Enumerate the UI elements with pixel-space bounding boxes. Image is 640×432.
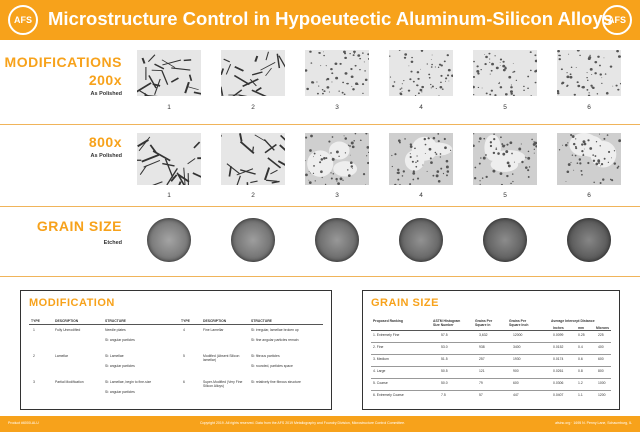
divider [0, 124, 640, 125]
description-cell: Lamellar [55, 354, 69, 358]
micrograph-200x-4 [389, 50, 453, 96]
sample-number: 6 [587, 192, 591, 199]
structure-cell: Si: irregular, lamellae broken up [251, 328, 299, 332]
micrograph-200x-5 [473, 50, 537, 96]
microns-cell: 1200 [598, 393, 606, 397]
grain-disc-1 [147, 218, 191, 262]
grain-size-heading: GRAIN SIZE [36, 218, 122, 234]
microns-cell: 600 [598, 357, 604, 361]
divider [0, 206, 640, 207]
astm-cell: 57.5 [441, 333, 448, 337]
ranking-cell: 2. Fine [373, 345, 384, 349]
grains-in-cell: 900 [513, 369, 519, 373]
sample-number: 5 [503, 104, 507, 111]
col-description: DESCRIPTION [203, 319, 227, 323]
structure-cell: Needle plates [105, 328, 126, 332]
sample-number: 2 [251, 104, 255, 111]
col-grains-sq-in: Grains Per Square Inch [509, 319, 529, 328]
table-row [179, 380, 323, 402]
micrograph-800x-2 [221, 133, 285, 185]
table-row [29, 354, 174, 376]
ranking-cell: 4. Large [373, 369, 386, 373]
mag-800-label: 800x [88, 134, 122, 150]
inches-cell: 0.0152 [553, 345, 564, 349]
table-row [29, 380, 174, 402]
type-cell: 3 [33, 380, 35, 384]
grains-cell: 121 [479, 369, 485, 373]
grain-size-table [371, 319, 611, 403]
description-cell: Modified (Absent Silicon lamellar) [203, 354, 240, 363]
table-row [179, 354, 323, 376]
table-row [371, 357, 611, 367]
grain-table-header [371, 319, 611, 331]
col-astm: ASTM Histogram Size Number [433, 319, 461, 328]
mag-200-label: 200x [88, 72, 122, 88]
astm-cell: 53.0 [441, 345, 448, 349]
microns-cell: 225 [598, 333, 604, 337]
col-structure: STRUCTURE [251, 319, 272, 323]
type-cell: 4 [183, 328, 185, 332]
sample-number: 4 [419, 192, 423, 199]
etched-note: Etched [103, 240, 122, 246]
footer-copyright: Copyright 2019. All rights reserved. Data from the AFS 2019 Metallography and Foundry Division, Microstructure Control Committee. [200, 421, 406, 425]
grain-disc-6 [567, 218, 611, 262]
mm-cell: 0.8 [578, 369, 583, 373]
microns-cell: 800 [598, 369, 604, 373]
grains-cell: 57 [479, 393, 483, 397]
sample-number: 4 [419, 104, 423, 111]
col-mm: mm [578, 326, 585, 330]
grain-disc-4 [399, 218, 443, 262]
astm-cell: 7.5 [441, 393, 446, 397]
micrograph-800x-5 [473, 133, 537, 185]
sample-number: 2 [251, 192, 255, 199]
description-cell: Partial Modification [55, 380, 84, 384]
table-row [371, 369, 611, 379]
type-cell: 2 [33, 354, 35, 358]
grains-cell: 3,632 [479, 333, 488, 337]
grain-disc-2 [231, 218, 275, 262]
sample-number: 5 [503, 192, 507, 199]
col-type: TYPE [31, 319, 40, 323]
header-bar [0, 0, 640, 40]
footer-bar [0, 416, 640, 432]
structure-cell: Si: relatively fine fibrous structure [251, 380, 301, 384]
micrograph-800x-4 [389, 133, 453, 185]
table-row [179, 328, 323, 350]
page-title: Microstructure Control in Hypoeutectic Aluminum-Silicon Alloys [48, 8, 613, 29]
col-structure: STRUCTURE [105, 319, 126, 323]
micrograph-200x-3 [305, 50, 369, 96]
micrograph-200x-6 [557, 50, 621, 96]
description-cell: Fully Unmodified [55, 328, 81, 332]
microns-cell: 1000 [598, 381, 606, 385]
sample-number: 3 [335, 104, 339, 111]
sample-number: 1 [167, 104, 171, 111]
structure-cell: Si: fibrous particles [251, 354, 280, 358]
grain-size-panel-title: GRAIN SIZE [371, 297, 439, 309]
col-ranking: Proposed Ranking [373, 319, 403, 323]
modifications-heading: MODIFICATIONS [4, 54, 122, 70]
modification-panel-title: MODIFICATION [29, 297, 115, 309]
col-type: TYPE [181, 319, 190, 323]
micrograph-800x-6 [557, 133, 621, 185]
inches-cell: 0.0174 [553, 357, 564, 361]
sample-number: 6 [587, 104, 591, 111]
inches-cell: 0.0407 [553, 393, 564, 397]
mm-cell: 1.1 [578, 393, 583, 397]
grains-in-cell: 447 [513, 393, 519, 397]
divider [0, 276, 640, 277]
structure-cell: Si: Lamellae, begin to fine-size [105, 380, 152, 384]
inches-cell: 0.0261 [553, 369, 564, 373]
grain-disc-5 [483, 218, 527, 262]
mm-cell: 0.6 [578, 357, 583, 361]
mag-800-block [0, 134, 122, 159]
description-cell: Fine Lamellar [203, 328, 224, 332]
inches-cell: 0.0306 [553, 381, 564, 385]
table-row [371, 393, 611, 403]
grain-disc-3 [315, 218, 359, 262]
astm-cell: 50.5 [441, 369, 448, 373]
inches-cell: 0.0099 [553, 333, 564, 337]
micrograph-200x-1 [137, 50, 201, 96]
grains-in-cell: 600 [513, 381, 519, 385]
ranking-cell: 3. Medium [373, 357, 389, 361]
structure-cell: Si: rounded, particles space [251, 364, 293, 368]
grain-size-panel [362, 290, 620, 410]
col-microns: Microns [596, 326, 609, 330]
ranking-cell: 5. Coarse [373, 381, 388, 385]
structure-cell: Si: angular particles [105, 364, 135, 368]
structure-cell: Si: fine angular particles remain [251, 338, 299, 342]
microns-cell: 400 [598, 345, 604, 349]
modifications-label-block [0, 54, 122, 97]
modification-panel [20, 290, 332, 410]
structure-cell: Si: Lamellae [105, 354, 124, 358]
footer-contact: afsinc.org · 1695 N. Penny Lane, Schaumburg, IL [555, 421, 632, 425]
grain-size-block [0, 218, 122, 246]
micrograph-800x-1 [137, 133, 201, 185]
table-row [29, 328, 174, 350]
col-inches: Inches [553, 326, 564, 330]
ranking-cell: 1. Extremely Fine [373, 333, 400, 337]
astm-cell: 51.5 [441, 357, 448, 361]
sample-number: 3 [335, 192, 339, 199]
type-cell: 5 [183, 354, 185, 358]
mag-200-note: As Polished [90, 91, 122, 97]
footer-product: Product #6000-ALU [8, 421, 39, 425]
grains-cell: 938 [479, 345, 485, 349]
grains-in-cell: 1930 [513, 357, 521, 361]
structure-cell: Si: angular particles [105, 338, 135, 342]
astm-cell: 50.0 [441, 381, 448, 385]
col-intercept: Average Intercept Distance [551, 319, 595, 323]
grains-in-cell: 3400 [513, 345, 521, 349]
mm-cell: 1.2 [578, 381, 583, 385]
afs-logo-left: AFS [8, 5, 38, 35]
micrograph-800x-3 [305, 133, 369, 185]
type-cell: 6 [183, 380, 185, 384]
structure-cell: Si: angular particles [105, 390, 135, 394]
col-description: DESCRIPTION [55, 319, 79, 323]
mm-cell: 0.25 [578, 333, 585, 337]
table-row [371, 345, 611, 355]
modification-table [29, 319, 323, 403]
modification-table-header [29, 319, 323, 325]
col-grains-sq: Grains Per Square in [475, 319, 493, 328]
micrograph-200x-2 [221, 50, 285, 96]
table-row [371, 381, 611, 391]
grains-cell: 79 [479, 381, 483, 385]
type-cell: 1 [33, 328, 35, 332]
grains-in-cell: 12000 [513, 333, 523, 337]
mag-800-note: As Polished [90, 153, 122, 159]
ranking-cell: 6. Extremely Coarse [373, 393, 404, 397]
description-cell: Super-Modified (Very Fine Silicon Alloys) [203, 380, 243, 389]
sample-number: 1 [167, 192, 171, 199]
mm-cell: 0.4 [578, 345, 583, 349]
table-row [371, 333, 611, 343]
grains-cell: 257 [479, 357, 485, 361]
afs-logo-right: AFS [602, 5, 632, 35]
